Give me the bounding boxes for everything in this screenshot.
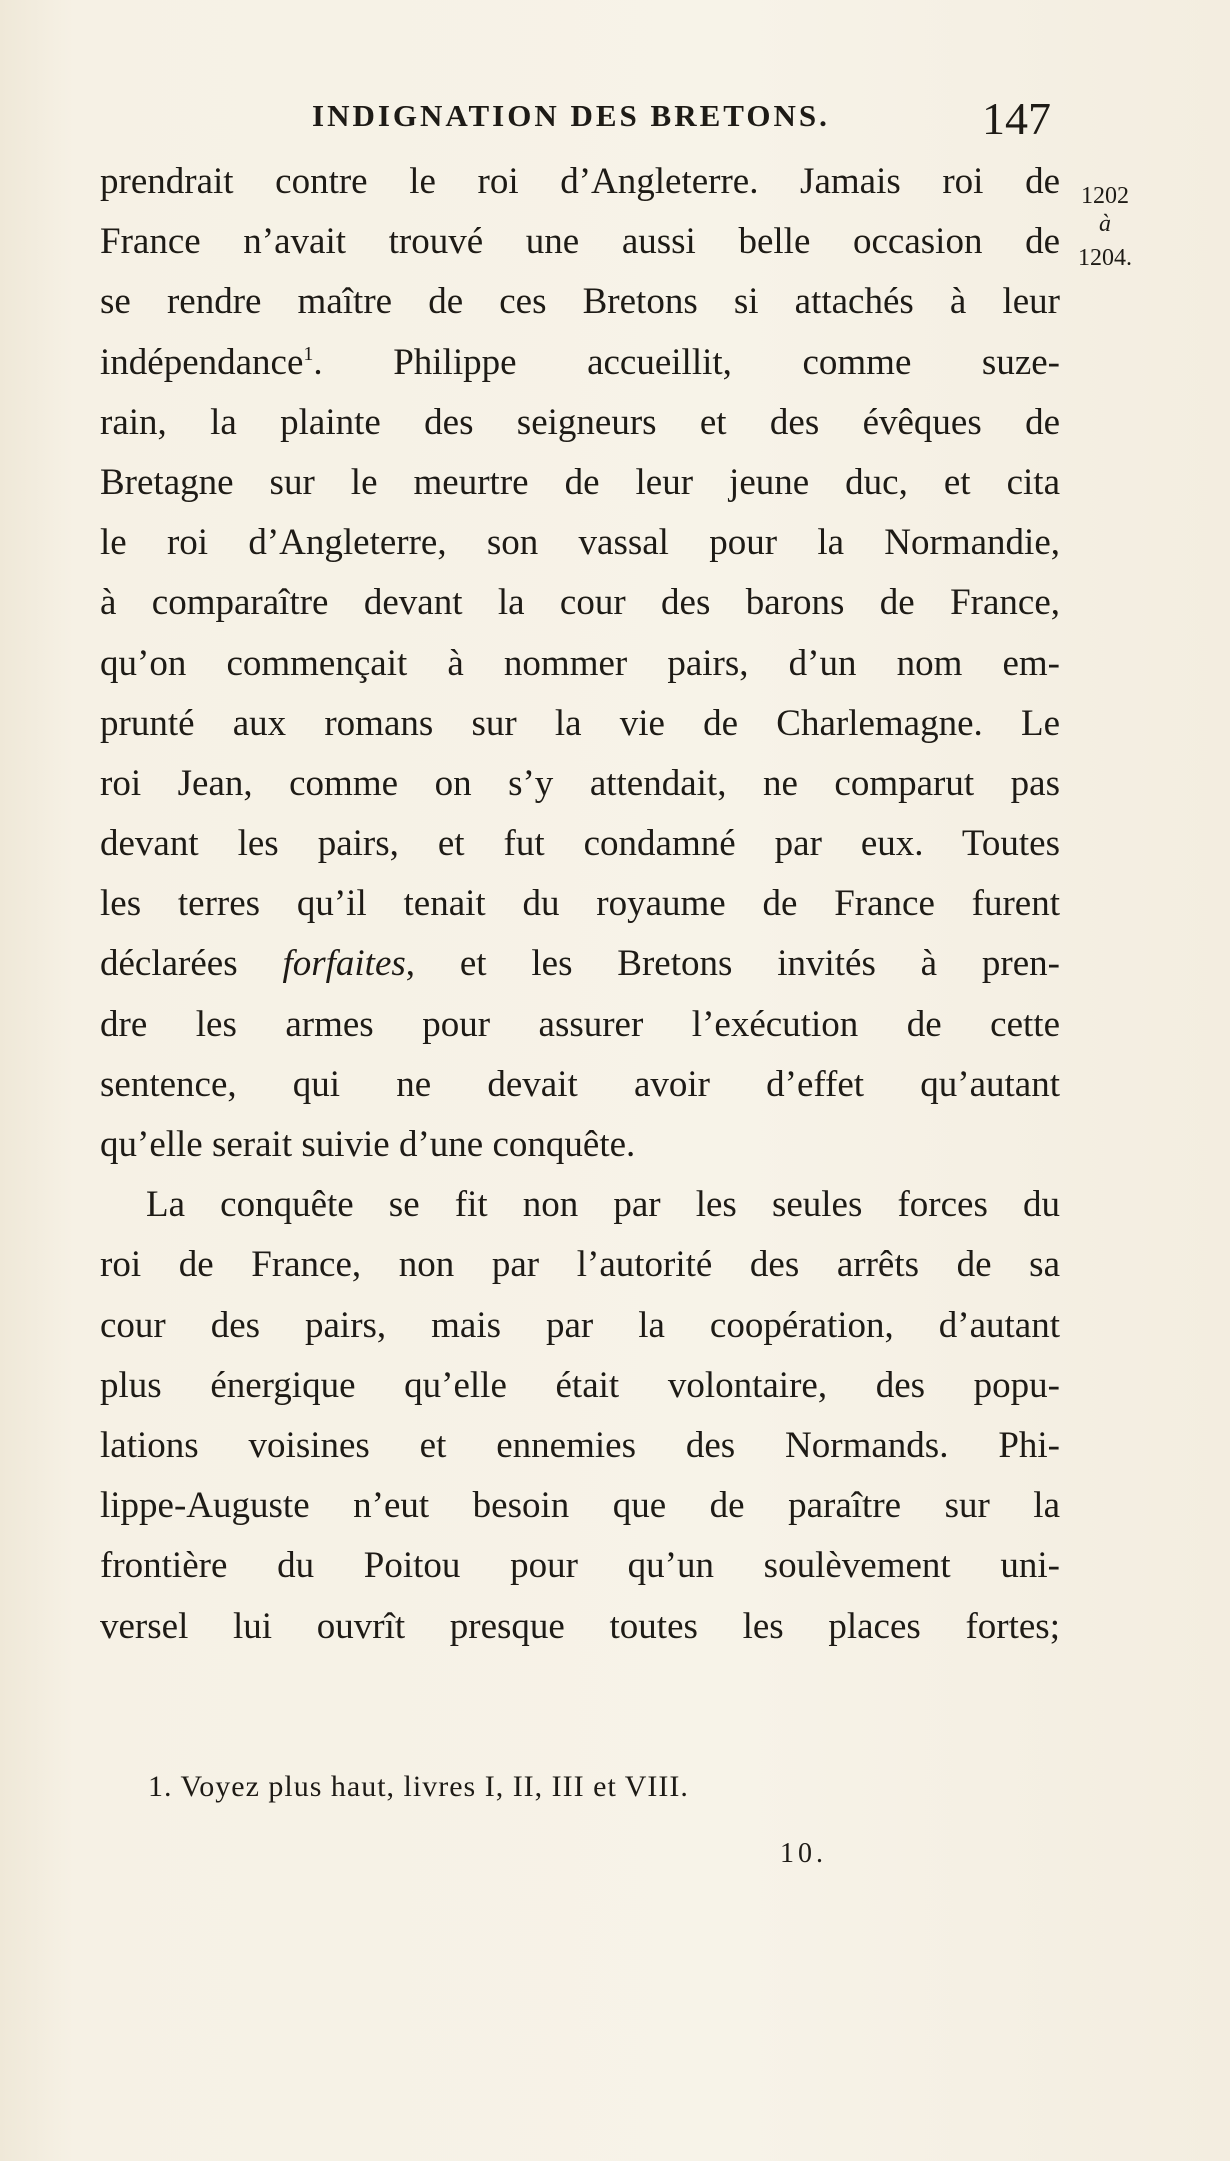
margin-date-end: 1204. [1078, 245, 1132, 271]
text-line: France n’avait trouvé une aussi belle occasion de [100, 221, 1060, 263]
text-fragment: déclarées [100, 943, 283, 985]
text-fragment: . Philippe accueillit, comme suze- [313, 341, 1060, 383]
text-line: se rendre maître de ces Bretons si attachés à leur [100, 281, 1060, 323]
text-line: qu’on commençait à nommer pairs, d’un nom em- [100, 642, 1060, 684]
text-line: rain, la plainte des seigneurs et des évêques de [100, 401, 1060, 443]
text-line: lations voisines et ennemies des Normands. Phi- [100, 1424, 1060, 1466]
text-line: lippe-Auguste n’eut besoin que de paraître sur la [100, 1485, 1060, 1527]
margin-date-start: 1202 [1081, 183, 1129, 209]
paragraph-start-line: La conquête se fit non par les seules forces du [146, 1184, 1060, 1226]
footnote: 1. Voyez plus haut, livres I, II, III et VIII. [148, 1770, 689, 1803]
text-line: versel lui ouvrît presque toutes les places fortes; [100, 1605, 1060, 1647]
text-line: Bretagne sur le meurtre de leur jeune duc, et cita [100, 461, 1060, 503]
text-line: roi Jean, comme on s’y attendait, ne comparut pas [100, 762, 1060, 804]
text-line: prendrait contre le roi d’Angleterre. Jamais roi de [100, 161, 1060, 202]
text-line: frontière du Poitou pour qu’un soulèvement uni- [100, 1545, 1060, 1587]
text-line-with-footnote-ref [100, 333, 1060, 393]
text-line: cour des pairs, mais par la coopération, d’autant [100, 1304, 1060, 1346]
text-line-with-italic [100, 934, 1060, 994]
text-fragment: indépendance [100, 341, 304, 383]
text-line: prunté aux romans sur la vie de Charlemagne. Le [100, 702, 1060, 744]
text-line: à comparaître devant la cour des barons de France, [100, 582, 1060, 624]
page-number: 147 [982, 93, 1051, 144]
text-line: roi de France, non par l’autorité des arrêts de sa [100, 1244, 1060, 1286]
text-line: le roi d’Angleterre, son vassal pour la Normandie, [100, 522, 1060, 564]
italic-term: forfaites [282, 943, 406, 985]
running-head: INDIGNATION DES BRETONS. [312, 98, 830, 133]
paragraph-end-line: qu’elle serait suivie d’une conquête. [100, 1124, 636, 1165]
footnote-reference: 1 [303, 342, 314, 365]
text-line: devant les pairs, et fut condamné par eux. Toutes [100, 823, 1060, 865]
signature-mark: 10. [780, 1838, 827, 1869]
body-text [100, 152, 1060, 1657]
text-line: plus énergique qu’elle était volontaire, des popu- [100, 1364, 1060, 1406]
text-line: sentence, qui ne devait avoir d’effet qu’autant [100, 1063, 1060, 1105]
text-line: dre les armes pour assurer l’exécution de cette [100, 1003, 1060, 1045]
text-fragment: , et les Bretons invités à pren- [405, 943, 1060, 985]
text-line: les terres qu’il tenait du royaume de France furent [100, 883, 1060, 925]
margin-date-separator: à [1099, 211, 1111, 237]
